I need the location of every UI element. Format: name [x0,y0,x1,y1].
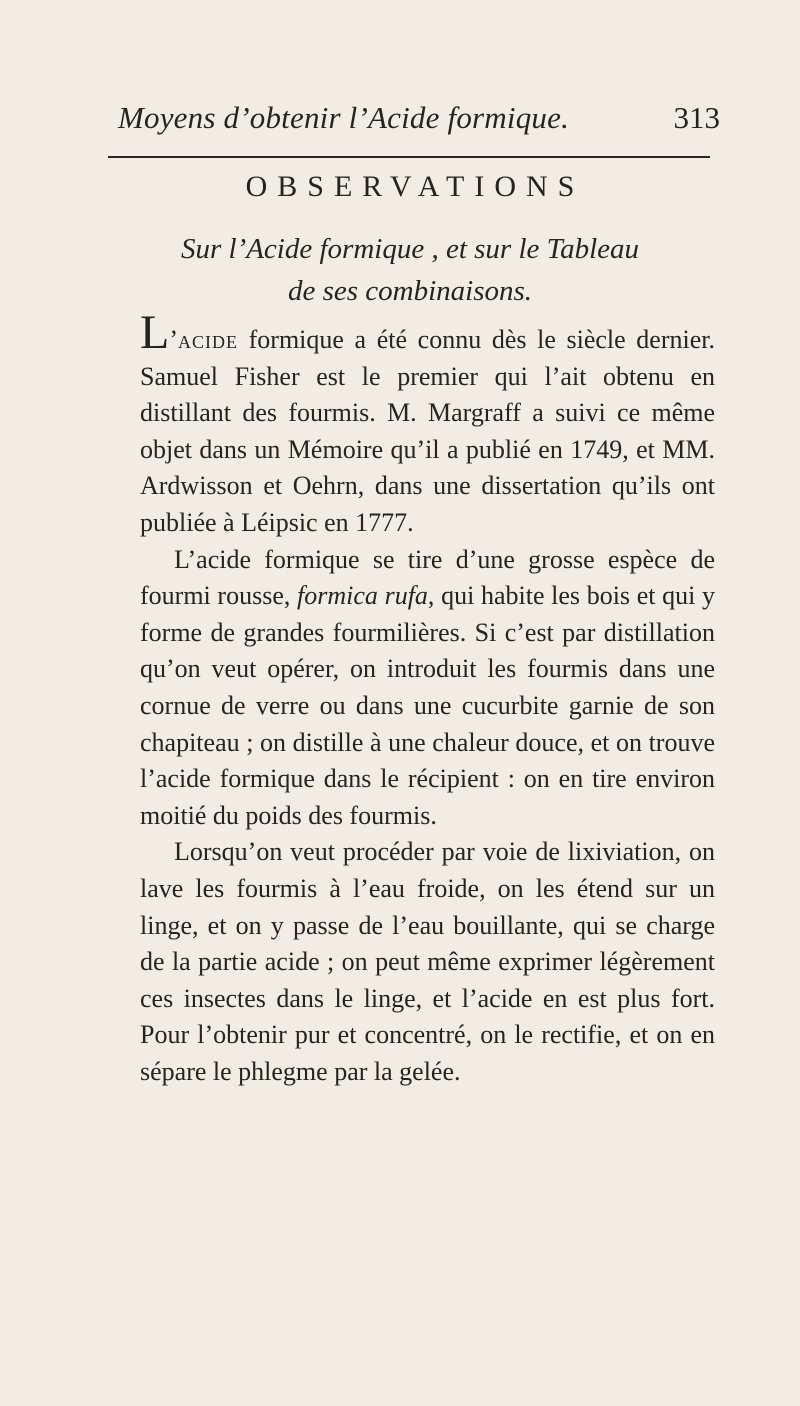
initial-apostrophe: ’ [169,325,178,354]
paragraph-1-text: formique a été connu dès le siècle dernier. Samuel Fisher est le premier qui l’ait obtenu en distillant des fourmis. M. Margraff a suivi ce même objet dans un Mémoire qu’il a publié en 1749, et MM. Ardwisson et Oehrn, dans une dissertation qu’ils ont publiée à Léipsic en 1777. [140,325,715,537]
page-number: 313 [673,100,720,135]
paragraph-3-text: Lorsqu’on veut procéder par voie de lixiviation, on lave les fourmis à l’eau froide, on les étend sur un linge, et on y passe de l’eau bouillante, qui se charge de la partie acide ; on peut même exprimer légèrement ces insectes dans le linge, et l’acide en est plus fort. Pour l’obtenir pur et concentré, on le rectifie, et on en sépare le phlegme par la gelée. [140,837,715,1086]
paragraph-2-text-b: , qui habite les bois et qui y forme de grandes fourmilières. Si c’est par distillation qu’on veut opérer, on introduit les fourmis dans une cornue de verre ou dans une cucurbite garnie de son chapiteau ; on distille à une chaleur douce, et on trouve l’acide formique dans le récipient : on en tire environ moitié du poids des fourmis. [140,581,715,830]
body-text [140,306,715,1090]
paragraph-2 [140,542,715,835]
header-rule [108,156,710,158]
subtitle-line-1: Sur l’Acide formique , et sur le Tableau [180,233,640,265]
section-heading: OBSERVATIONS [245,170,585,203]
paragraph-3 [140,834,715,1090]
paragraph-1 [140,306,715,542]
subtitle-line-2: de ses combinaisons. [287,275,533,307]
running-title: Moyens d’obtenir l’Acide formique. [118,100,570,135]
latin-species-name: formica rufa [297,581,428,611]
running-head [100,100,720,144]
section-subtitle [100,228,720,312]
small-caps-word: acide [178,325,238,354]
drop-initial: L [140,306,170,359]
paragraph-2-text-a: L’acide formique se tire d’une grosse espèce de fourmi rousse, [140,544,715,611]
